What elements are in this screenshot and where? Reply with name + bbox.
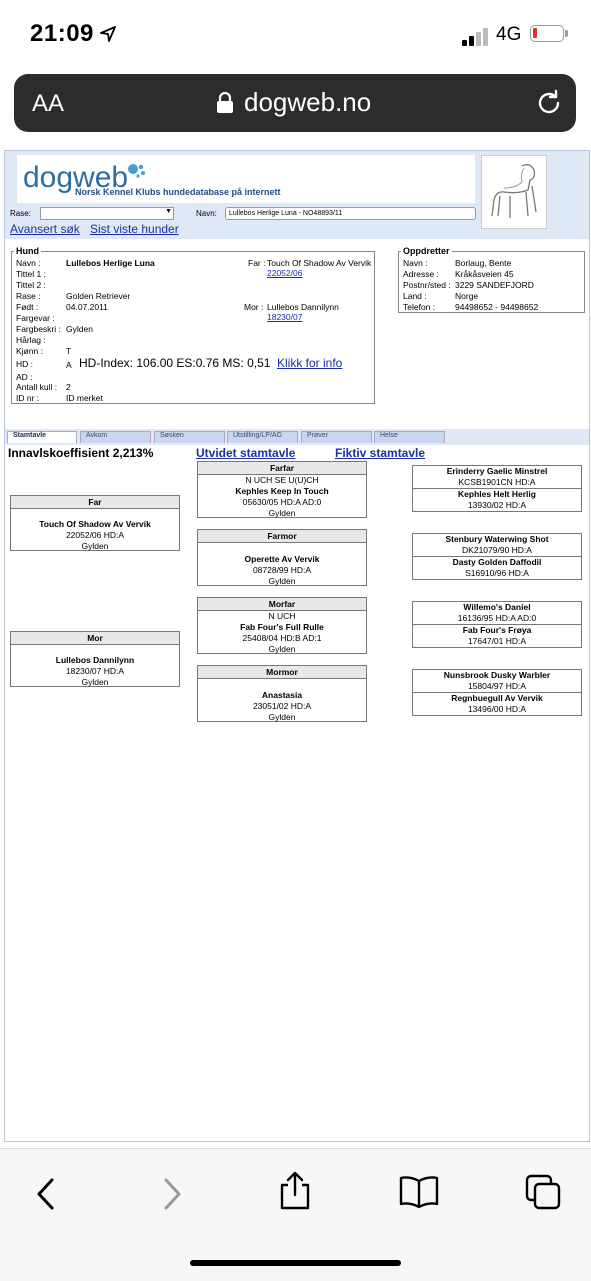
mother-name: Lullebos Dannilynn xyxy=(267,302,339,312)
morfar-name: Fab Four's Full Rulle xyxy=(240,622,324,632)
morfar-reg: 25408/04 HD:B AD:1 xyxy=(242,633,322,643)
farfar-color: Gylden xyxy=(268,508,296,518)
mor-reg: 18230/07 HD:A xyxy=(65,666,125,676)
breeder-country: Norge xyxy=(455,291,479,301)
far-name: Touch Of Shadow Av Vervik xyxy=(39,519,151,529)
lock-icon xyxy=(216,92,234,114)
g3-entry[interactable] xyxy=(413,602,581,625)
farfar-name: Kephles Keep In Touch xyxy=(235,486,329,496)
far-key: Far : xyxy=(248,258,266,268)
pedigree-mor-box[interactable] xyxy=(10,631,180,687)
farmor-name: Operette Av Vervik xyxy=(244,554,320,564)
breeder-post-key: Postnr/sted : xyxy=(403,280,451,290)
location-arrow-icon xyxy=(100,26,116,47)
dog-info-panel xyxy=(11,246,375,404)
tab-stamtavle[interactable]: Stamtavle xyxy=(7,431,77,443)
tab-bar xyxy=(5,429,589,445)
navn-input[interactable]: Lullebos Herlige Luna - NO48893/11 xyxy=(225,207,476,220)
farmor-header: Farmor xyxy=(198,530,366,543)
oppdretter-legend: Oppdretter xyxy=(403,246,450,256)
bookmarks-icon[interactable] xyxy=(398,1175,440,1214)
mormor-reg: 23051/02 HD:A xyxy=(252,701,312,711)
morfar-title: N UCH xyxy=(268,611,296,621)
g3-name: Willemo's Daniel xyxy=(463,602,531,612)
paw-icon xyxy=(127,163,147,184)
extended-pedigree-link[interactable]: Utvidet stamtavle xyxy=(196,446,296,460)
navn-label: Navn: xyxy=(196,209,217,218)
url-domain[interactable]: dogweb.no xyxy=(244,87,372,117)
g3-reg: 17647/01 HD:A xyxy=(467,636,527,646)
signal-strength-icon xyxy=(462,28,492,46)
mor-name: Lullebos Dannilynn xyxy=(55,655,135,665)
share-icon[interactable] xyxy=(278,1171,312,1216)
site-header xyxy=(5,151,589,239)
battery-icon xyxy=(530,25,564,42)
g3-name: Fab Four's Frøya xyxy=(462,625,532,635)
g3-entry[interactable] xyxy=(413,670,581,693)
mormor-color: Gylden xyxy=(268,712,296,722)
ad-key: AD : xyxy=(16,372,33,382)
farmor-reg: 08728/99 HD:A xyxy=(252,565,312,575)
pedigree-g3-pair-1 xyxy=(412,465,582,512)
color-value: Gylden xyxy=(66,324,93,334)
breed-value: Golden Retriever xyxy=(66,291,131,301)
reload-icon[interactable] xyxy=(534,88,564,118)
hund-legend: Hund xyxy=(16,246,39,256)
mor-color: Gylden xyxy=(81,677,109,687)
pedigree-g3-pair-3 xyxy=(412,601,582,648)
father-name: Touch Of Shadow Av Vervik xyxy=(267,258,372,268)
advanced-search-link[interactable]: Avansert søk xyxy=(10,222,80,236)
dogweb-logo[interactable]: dogweb xyxy=(23,161,129,194)
rase-select[interactable] xyxy=(40,207,174,220)
breeder-navn-key: Navn : xyxy=(403,258,428,268)
web-page xyxy=(4,150,590,1142)
mormor-name: Anastasia xyxy=(261,690,303,700)
pedigree-morfar-box[interactable] xyxy=(197,597,367,654)
morfar-header: Morfar xyxy=(198,598,366,611)
g3-entry[interactable] xyxy=(413,534,581,557)
navn-key: Navn : xyxy=(16,258,41,268)
pedigree-g3-pair-4 xyxy=(412,669,582,716)
sex-value: T xyxy=(66,346,72,356)
mor-header: Mor xyxy=(11,632,179,645)
far-reg: 22052/06 HD:A xyxy=(65,530,125,540)
mother-reg-link[interactable]: 18230/07 xyxy=(267,312,303,322)
battery-tip xyxy=(565,30,568,37)
info-link[interactable]: Klikk for info xyxy=(277,356,343,370)
mormor-header: Mormor xyxy=(198,666,366,679)
g3-name: Dasty Golden Daffodil xyxy=(452,557,542,567)
breeder-land-key: Land : xyxy=(403,291,427,301)
rase-label: Rase: xyxy=(10,209,31,218)
tab-avkom[interactable]: Avkom xyxy=(80,431,151,443)
g3-entry[interactable] xyxy=(413,466,581,489)
g3-name: Erinderry Gaelic Minstrel xyxy=(446,466,548,476)
g3-reg: 13496/00 HD:A xyxy=(467,704,527,714)
fictive-pedigree-link[interactable]: Fiktiv stamtavle xyxy=(335,446,426,460)
kjonn-key: Kjønn : xyxy=(16,346,43,356)
breeder-adr-key: Adresse : xyxy=(403,269,439,279)
mor-key: Mor : xyxy=(244,302,264,312)
tab-helse[interactable]: Helse xyxy=(374,431,445,443)
tab-utstilling[interactable]: Utstilling/LP/AG xyxy=(227,431,298,443)
tittel1-key: Tittel 1 : xyxy=(16,269,46,279)
farfar-header: Farfar xyxy=(198,462,366,475)
g3-name: Regnbuegull Av Vervik xyxy=(451,693,543,703)
father-reg-link[interactable]: 22052/06 xyxy=(267,268,303,278)
g3-name: Nunsbrook Dusky Warbler xyxy=(443,670,551,680)
g3-reg: 15804/97 HD:A xyxy=(467,681,527,691)
breeder-address: Kråkåsveien 45 xyxy=(455,269,514,279)
tab-prover[interactable]: Prøver xyxy=(301,431,372,443)
site-tagline: Norsk Kennel Klubs hundedatabase på internett xyxy=(75,187,281,197)
forward-icon[interactable] xyxy=(160,1177,184,1216)
fargevar-key: Fargevar : xyxy=(16,313,55,323)
g3-entry[interactable] xyxy=(413,693,581,715)
network-type: 4G xyxy=(496,24,522,45)
farfar-title: N UCH SE U(U)CH xyxy=(245,475,319,485)
breeder-phone: 94498652 - 94498652 xyxy=(455,302,539,312)
inbreeding-coefficient: Innavlskoeffisient 2,213% xyxy=(8,446,154,460)
chevron-down-icon: ▼ xyxy=(165,208,172,215)
morfar-color: Gylden xyxy=(268,644,296,654)
tab-sosken[interactable]: Søsken xyxy=(154,431,225,443)
home-indicator xyxy=(190,1260,401,1266)
breeder-name: Borlaug, Bente xyxy=(455,258,512,268)
recent-dogs-link[interactable]: Sist viste hunder xyxy=(90,222,179,236)
text-size-button[interactable]: AA xyxy=(32,90,65,117)
kull-key: Antall kull : xyxy=(16,382,58,392)
tabs-icon[interactable] xyxy=(524,1173,562,1216)
harlag-key: Hårlag : xyxy=(16,335,46,345)
back-icon[interactable] xyxy=(34,1177,58,1216)
g3-reg: 16136/95 HD:A AD:0 xyxy=(457,613,537,623)
hd-index: HD-Index: 106.00 ES:0.76 MS: 0,51 xyxy=(79,356,271,370)
address-bar[interactable] xyxy=(14,74,576,132)
birthdate-value: 04.07.2011 xyxy=(66,302,108,312)
g3-name: Kephles Helt Herlig xyxy=(458,489,536,499)
dog-name: Lullebos Herlige Luna xyxy=(66,258,155,268)
rase-key: Rase : xyxy=(16,291,41,301)
dog-illustration xyxy=(481,155,547,229)
pedigree-far-box[interactable] xyxy=(10,495,180,551)
breeder-tlf-key: Telefon : xyxy=(403,302,436,312)
g3-entry[interactable] xyxy=(413,625,581,647)
pedigree-farmor-box[interactable] xyxy=(197,529,367,586)
g3-reg: DK21079/90 HD:A xyxy=(462,545,532,555)
pedigree-farfar-box[interactable] xyxy=(197,461,367,518)
farfar-reg: 05630/05 HD:A AD:0 xyxy=(242,497,322,507)
status-time: 21:09 xyxy=(30,20,94,47)
far-color: Gylden xyxy=(81,541,109,551)
g3-entry[interactable] xyxy=(413,489,581,511)
g3-reg: KCSB1901CN HD:A xyxy=(458,477,536,487)
far-header: Far xyxy=(11,496,179,509)
tittel2-key: Tittel 2 : xyxy=(16,280,46,290)
hd-value: A xyxy=(66,360,72,370)
hd-key: HD : xyxy=(16,359,33,369)
g3-reg: S16910/96 HD:A xyxy=(465,568,529,578)
id-value: ID merket xyxy=(66,393,103,403)
g3-name: Stenbury Waterwing Shot xyxy=(445,534,549,544)
pedigree-g3-pair-2 xyxy=(412,533,582,580)
pedigree-mormor-box[interactable] xyxy=(197,665,367,722)
litters-value: 2 xyxy=(66,382,71,392)
breeder-postal: 3229 SANDEFJORD xyxy=(455,280,534,290)
id-key: ID nr : xyxy=(16,393,40,403)
logo-area xyxy=(17,155,475,203)
fargebeskr-key: Fargbeskri : xyxy=(16,324,61,334)
g3-entry[interactable] xyxy=(413,557,581,579)
breeder-panel xyxy=(398,246,585,313)
farmor-color: Gylden xyxy=(268,576,296,586)
fodt-key: Født : xyxy=(16,302,39,312)
g3-reg: 13930/02 HD:A xyxy=(467,500,527,510)
